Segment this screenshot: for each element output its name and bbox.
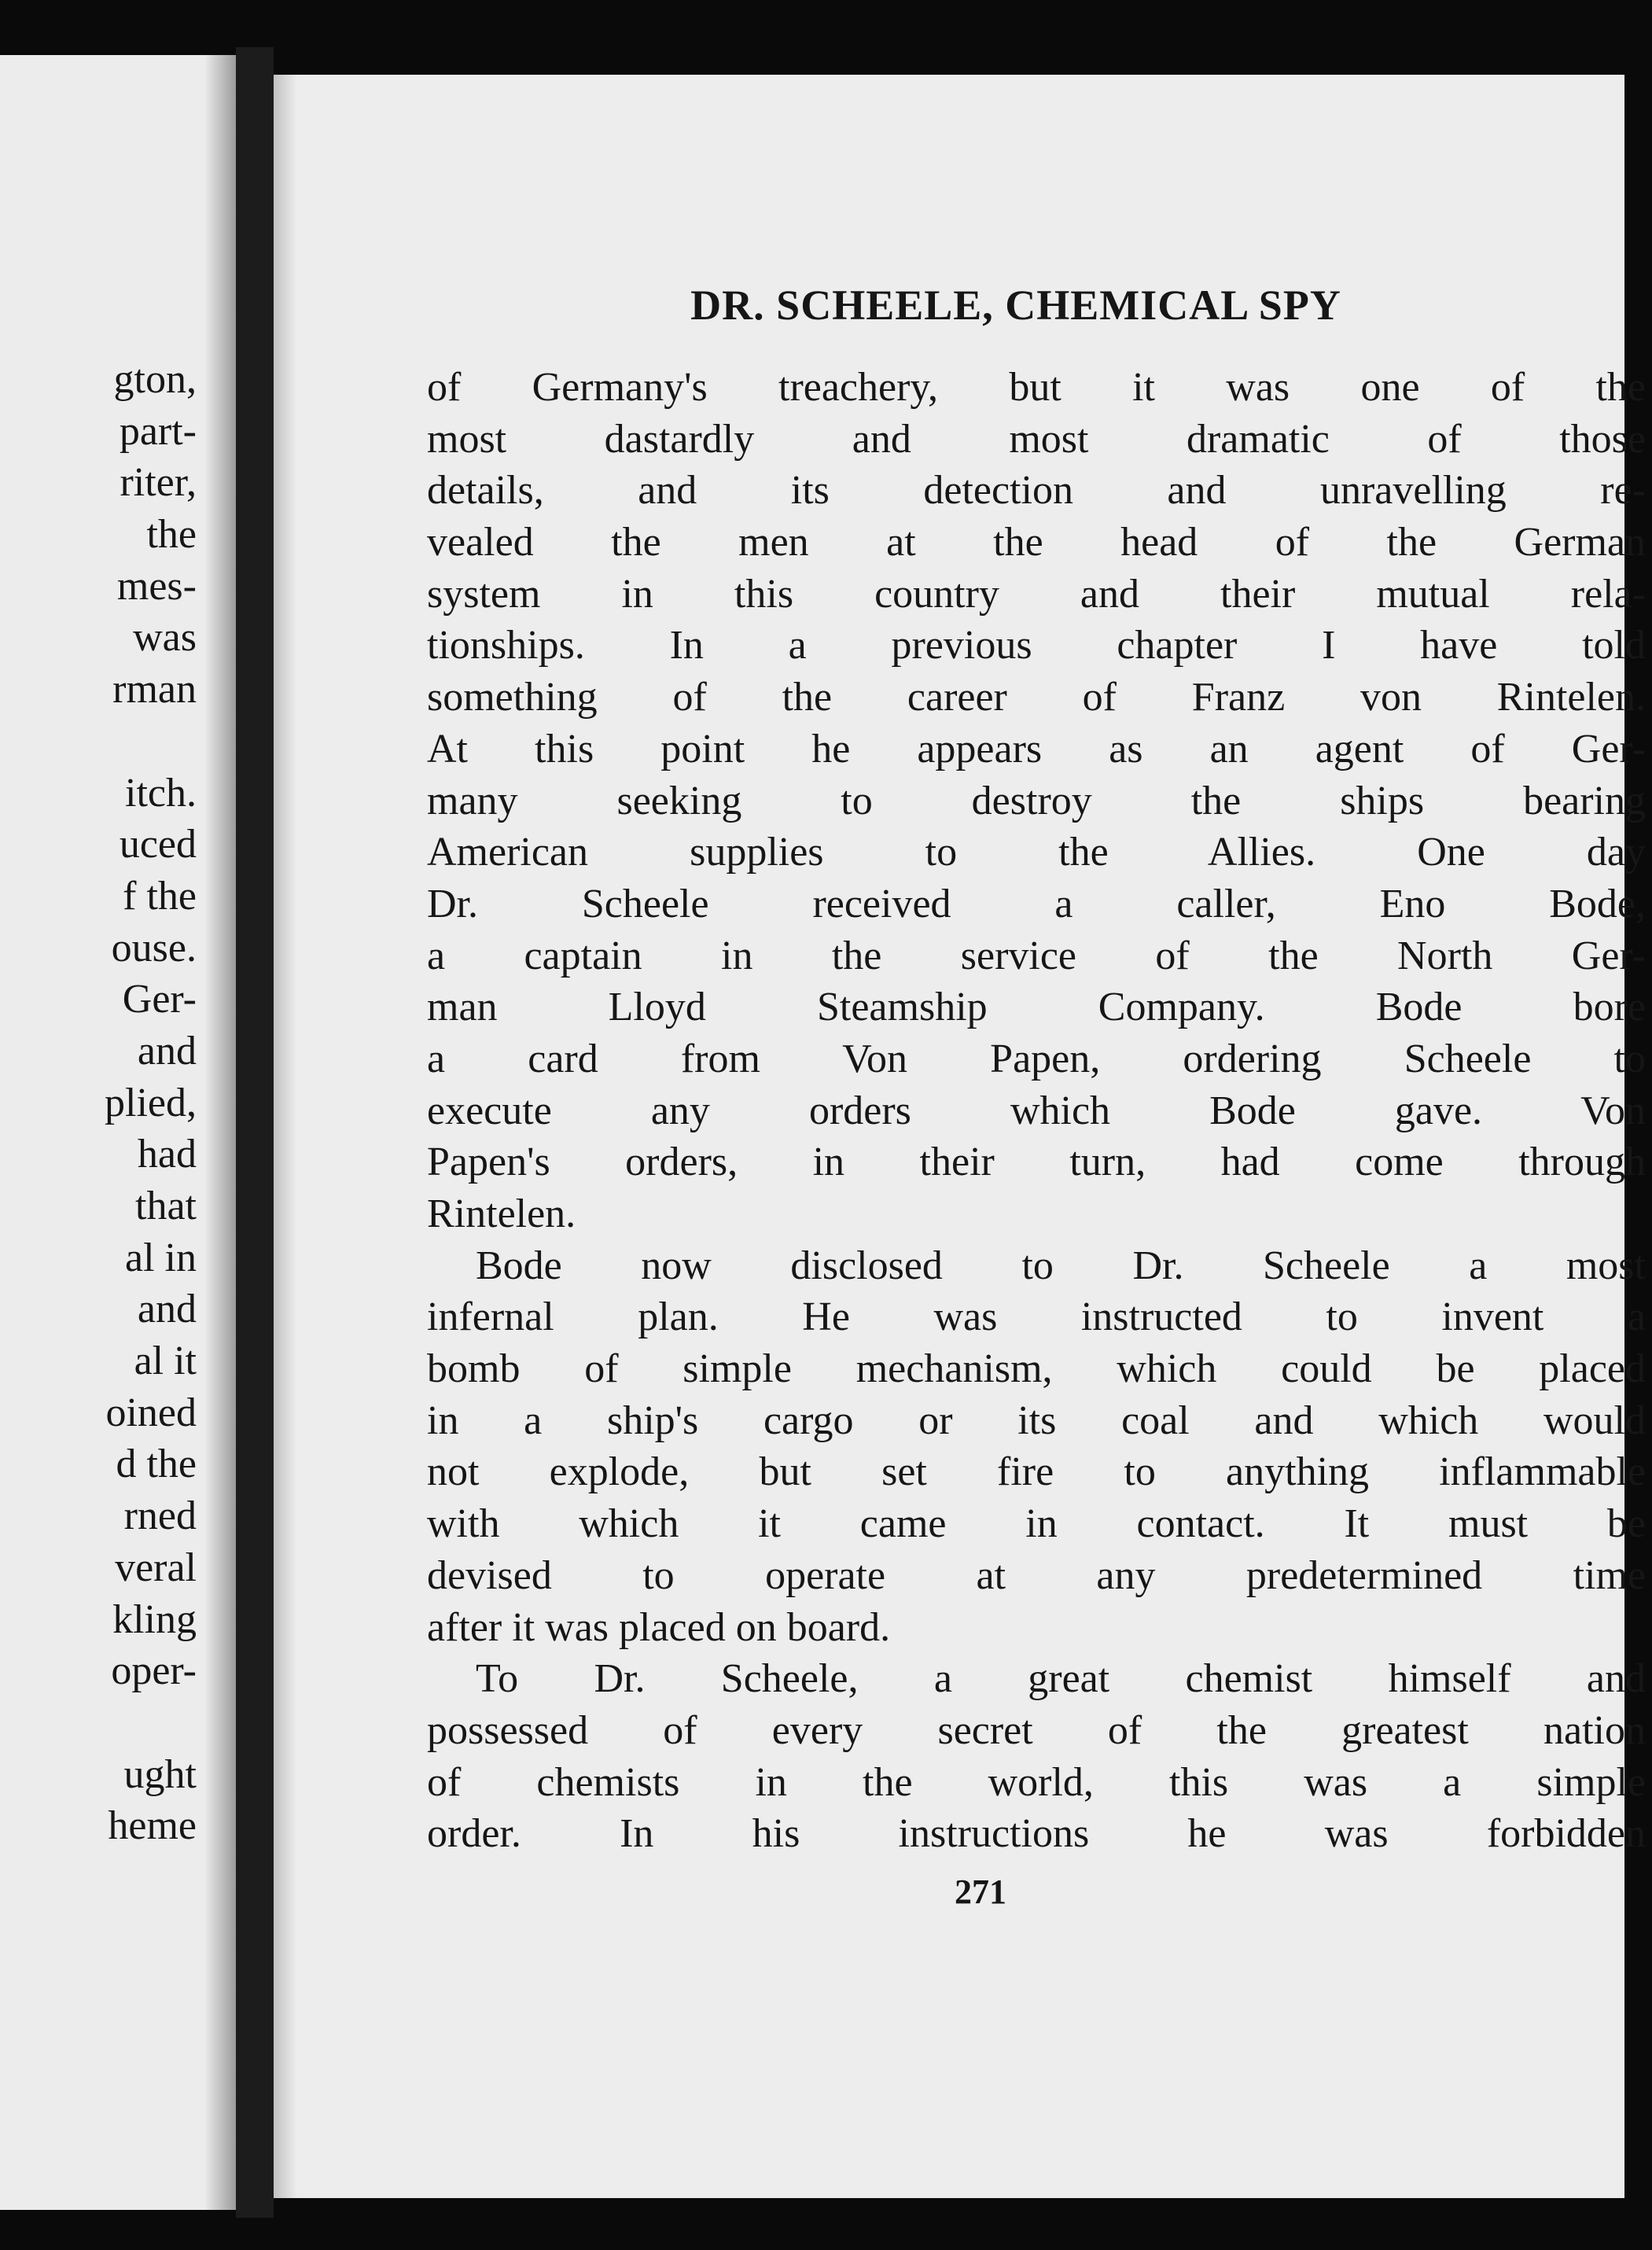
text-line: of chemists in the world, this was a simple xyxy=(427,1759,1646,1805)
previous-page-line: had xyxy=(137,1132,197,1177)
text-line: many seeking to destroy the ships bearing xyxy=(427,778,1646,823)
text-line: bomb of simple mechanism, which could be placed xyxy=(427,1346,1646,1392)
text-line: after it was placed on board. xyxy=(427,1604,891,1650)
page-number: 271 xyxy=(955,1873,1006,1911)
text-line: of Germany's treachery, but it was one of the xyxy=(427,365,1646,410)
previous-page-line: ouse. xyxy=(111,925,197,970)
previous-page-line: veral xyxy=(115,1545,197,1590)
text-line: possessed of every secret of the greatest nation xyxy=(427,1707,1646,1753)
previous-page-line: riter, xyxy=(120,460,197,506)
text-line: a captain in the service of the North Ger- xyxy=(427,933,1646,978)
previous-page-line: al in xyxy=(125,1235,197,1280)
previous-page-line: the xyxy=(146,512,197,558)
text-line: system in this country and their mutual rela- xyxy=(427,571,1646,617)
previous-page-line: heme xyxy=(108,1803,197,1849)
previous-page-line: Ger- xyxy=(122,977,197,1022)
previous-page-line: gton, xyxy=(113,357,197,402)
previous-page-line: uced xyxy=(119,822,197,867)
previous-page xyxy=(0,55,236,2210)
previous-page-line: part- xyxy=(119,408,197,454)
text-line: Papen's orders, in their turn, had come through xyxy=(427,1140,1646,1185)
previous-page-line: al it xyxy=(134,1339,197,1384)
text-line: not explode, but set fire to anything inflammable xyxy=(427,1449,1646,1495)
previous-page-line: kling xyxy=(112,1596,197,1642)
text-line: infernal plan. He was instructed to invent a xyxy=(427,1294,1646,1340)
gutter-shadow xyxy=(204,55,236,2210)
text-line: To Dr. Scheele, a great chemist himself and xyxy=(476,1656,1646,1702)
text-line: Rintelen. xyxy=(427,1191,576,1236)
text-line: man Lloyd Steamship Company. Bode bore xyxy=(427,985,1646,1030)
previous-page-line: plied, xyxy=(105,1080,197,1125)
previous-page-line: oper- xyxy=(111,1648,197,1694)
running-head: DR. SCHEELE, CHEMICAL SPY xyxy=(690,282,1341,329)
previous-page-line: mes- xyxy=(116,563,197,609)
text-line: in a ship's cargo or its coal and which would xyxy=(427,1398,1646,1443)
text-line: a card from Von Papen, ordering Scheele to xyxy=(427,1036,1646,1081)
previous-page-line: f the xyxy=(123,873,197,919)
previous-page-text xyxy=(8,354,197,1852)
previous-page-line xyxy=(8,716,197,768)
previous-page-line: and xyxy=(137,1287,197,1332)
body-text xyxy=(427,362,1646,1860)
text-line: Dr. Scheele received a caller, Eno Bode, xyxy=(427,881,1646,926)
text-line: details, and its detection and unravelling re- xyxy=(427,468,1646,514)
previous-page-line: rned xyxy=(123,1493,197,1539)
previous-page-line: rman xyxy=(112,667,197,713)
previous-page-line: that xyxy=(135,1184,197,1228)
text-line: At this point he appears as an agent of Ger- xyxy=(427,726,1646,771)
text-line: Bode now disclosed to Dr. Scheele a most xyxy=(476,1243,1646,1288)
text-line: American supplies to the Allies. One day xyxy=(427,830,1646,875)
text-line: vealed the men at the head of the German xyxy=(427,520,1646,565)
previous-page-line xyxy=(8,1697,197,1749)
text-line: most dastardly and most dramatic of those xyxy=(427,416,1646,462)
text-line: execute any orders which Bode gave. Von xyxy=(427,1088,1646,1133)
book-spine xyxy=(236,47,274,2218)
previous-page-line: ught xyxy=(123,1751,197,1797)
text-line: tionships. In a previous chapter I have told xyxy=(427,623,1646,668)
text-line: something of the career of Franz von Rintelen. xyxy=(427,675,1646,720)
text-line: devised to operate at any predetermined time xyxy=(427,1552,1646,1598)
previous-page-line: oined xyxy=(105,1390,197,1435)
current-page xyxy=(274,75,1646,2198)
previous-page-line: was xyxy=(133,615,197,661)
text-line: order. In his instructions he was forbidden xyxy=(427,1811,1646,1857)
previous-page-line: itch. xyxy=(125,770,197,816)
text-line: with which it came in contact. It must be xyxy=(427,1501,1646,1547)
previous-page-line: and xyxy=(137,1028,197,1073)
previous-page-line: d the xyxy=(116,1442,197,1487)
